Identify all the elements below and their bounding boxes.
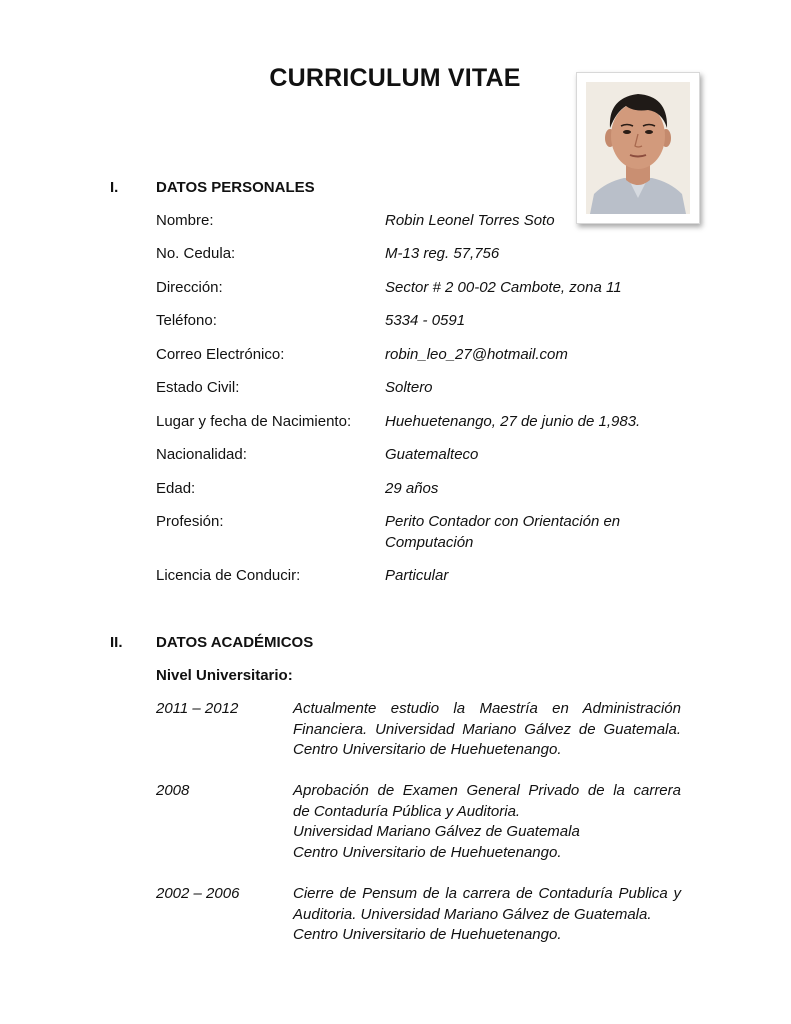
field-value-lugar-fecha-nacimiento: Huehuetenango, 27 de junio de 1,983. bbox=[385, 413, 641, 430]
field-label-profesion: Profesión: bbox=[156, 513, 224, 530]
field-value-direccion: Sector # 2 00-02 Cambote, zona 11 bbox=[385, 279, 622, 296]
entry-line: Aprobación de Examen General Privado de la carrera bbox=[293, 782, 681, 799]
entry-description bbox=[293, 884, 681, 946]
section-number: II. bbox=[110, 634, 123, 651]
field-label-nacionalidad: Nacionalidad: bbox=[156, 446, 247, 463]
field-label-correo: Correo Electrónico: bbox=[156, 346, 285, 363]
entry-line: Centro Universitario de Huehuetenango. bbox=[293, 741, 562, 758]
entry-description bbox=[293, 699, 681, 761]
field-label-cedula: No. Cedula: bbox=[156, 245, 236, 262]
entry-line: Cierre de Pensum de la carrera de Contaduría Publica y bbox=[293, 885, 681, 902]
field-value-profesion: Perito Contador con Orientación en Computación bbox=[385, 513, 621, 551]
field-value-estado-civil: Soltero bbox=[385, 379, 433, 396]
entry-line: Financiera. Universidad Mariano Gálvez de Guatemala. bbox=[293, 720, 681, 738]
entry-description bbox=[293, 781, 681, 863]
entry-year: 2011 – 2012 bbox=[156, 700, 239, 717]
entry-year: 2002 – 2006 bbox=[156, 885, 240, 902]
field-label-nombre: Nombre: bbox=[156, 212, 214, 229]
field-value-nombre: Robin Leonel Torres Soto bbox=[385, 212, 555, 229]
field-value-telefono: 5334 - 0591 bbox=[385, 312, 466, 329]
field-value-correo: robin_leo_27@hotmail.com bbox=[385, 346, 568, 363]
field-label-licencia: Licencia de Conducir: bbox=[156, 567, 301, 584]
entry-line: Auditoria. Universidad Mariano Gálvez de Guatemala. bbox=[293, 905, 652, 923]
field-label-lugar-fecha-nacimiento: Lugar y fecha de Nacimiento: bbox=[156, 413, 352, 430]
document-title: CURRICULUM VITAE bbox=[269, 64, 521, 92]
field-label-telefono: Teléfono: bbox=[156, 312, 217, 329]
entry-line: Actualmente estudio la Maestría en Administración bbox=[293, 700, 681, 717]
entry-year: 2008 bbox=[156, 782, 190, 799]
section-title-datos-academicos: DATOS ACADÉMICOS bbox=[156, 634, 314, 651]
section-number: I. bbox=[110, 179, 119, 196]
subheading-nivel-universitario: Nivel Universitario: bbox=[156, 667, 293, 684]
field-value-licencia: Particular bbox=[385, 567, 449, 584]
entry-line: Universidad Mariano Gálvez de Guatemala bbox=[293, 823, 580, 840]
section-title-datos-personales: DATOS PERSONALES bbox=[156, 179, 315, 196]
entry-line: Centro Universitario de Huehuetenango. bbox=[293, 843, 562, 861]
entry-line: Centro Universitario de Huehuetenango. bbox=[293, 926, 562, 943]
profile-photo bbox=[576, 72, 700, 224]
field-label-direccion: Dirección: bbox=[156, 279, 223, 296]
entry-line: de Contaduría Pública y Auditoria. bbox=[293, 802, 521, 820]
field-label-estado-civil: Estado Civil: bbox=[156, 379, 240, 396]
field-label-edad: Edad: bbox=[156, 480, 196, 497]
field-value-edad: 29 años bbox=[385, 480, 439, 497]
portrait-image bbox=[586, 82, 690, 214]
field-value-nacionalidad: Guatemalteco bbox=[385, 446, 479, 463]
field-value-cedula: M-13 reg. 57,756 bbox=[385, 245, 500, 262]
